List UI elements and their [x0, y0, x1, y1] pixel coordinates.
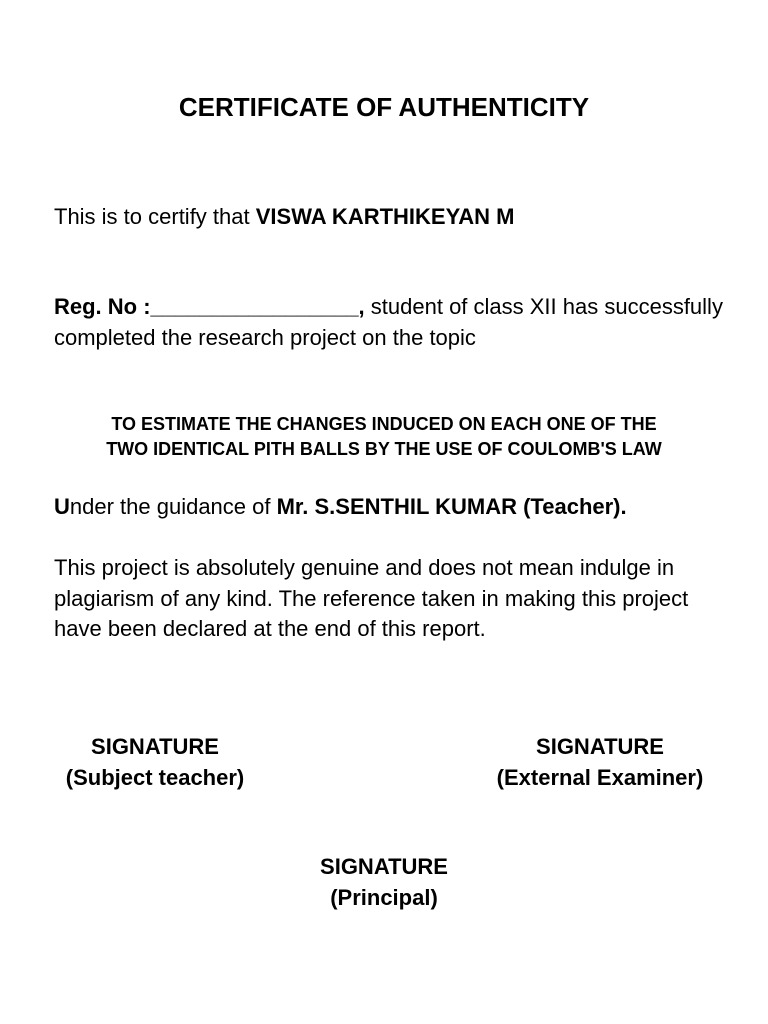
signature-role: (Principal) — [330, 885, 438, 910]
subject-teacher-signature — [40, 731, 270, 793]
topic-line-1: TO ESTIMATE THE CHANGES INDUCED ON EACH ONE OF THE — [111, 414, 657, 434]
certify-statement — [54, 202, 734, 233]
certify-prefix: This is to certify that — [54, 204, 256, 229]
signature-label: SIGNATURE — [320, 854, 448, 879]
declaration-paragraph: This project is absolutely genuine and does not mean indulge in plagiarism of any kind. The reference taken in making this project have been declared at the end of this report. — [54, 555, 689, 641]
certificate-title: CERTIFICATE OF AUTHENTICITY — [178, 92, 590, 122]
guidance-statement — [54, 492, 734, 523]
registration-statement — [54, 292, 734, 353]
signature-role: (Subject teacher) — [65, 765, 245, 790]
student-name: VISWA KARTHIKEYAN M — [255, 204, 515, 229]
project-topic — [40, 412, 728, 462]
guide-name: Mr. S.SENTHIL KUMAR (Teacher). — [276, 494, 627, 519]
topic-line-2: TWO IDENTICAL PITH BALLS BY THE USE OF COULOMB'S LAW — [106, 439, 662, 459]
signature-label: SIGNATURE — [536, 734, 664, 759]
principal-signature — [284, 851, 484, 913]
reg-no-label: Reg. No :_________________, — [54, 294, 365, 319]
signature-role: (External Examiner) — [496, 765, 704, 790]
signature-label: SIGNATURE — [91, 734, 219, 759]
external-examiner-signature — [466, 731, 734, 793]
guidance-initial: U — [54, 494, 70, 519]
registration-text: student of class XII has successfully completed the research project on the topic — [54, 294, 723, 350]
guidance-text: nder the guidance of — [69, 494, 277, 519]
